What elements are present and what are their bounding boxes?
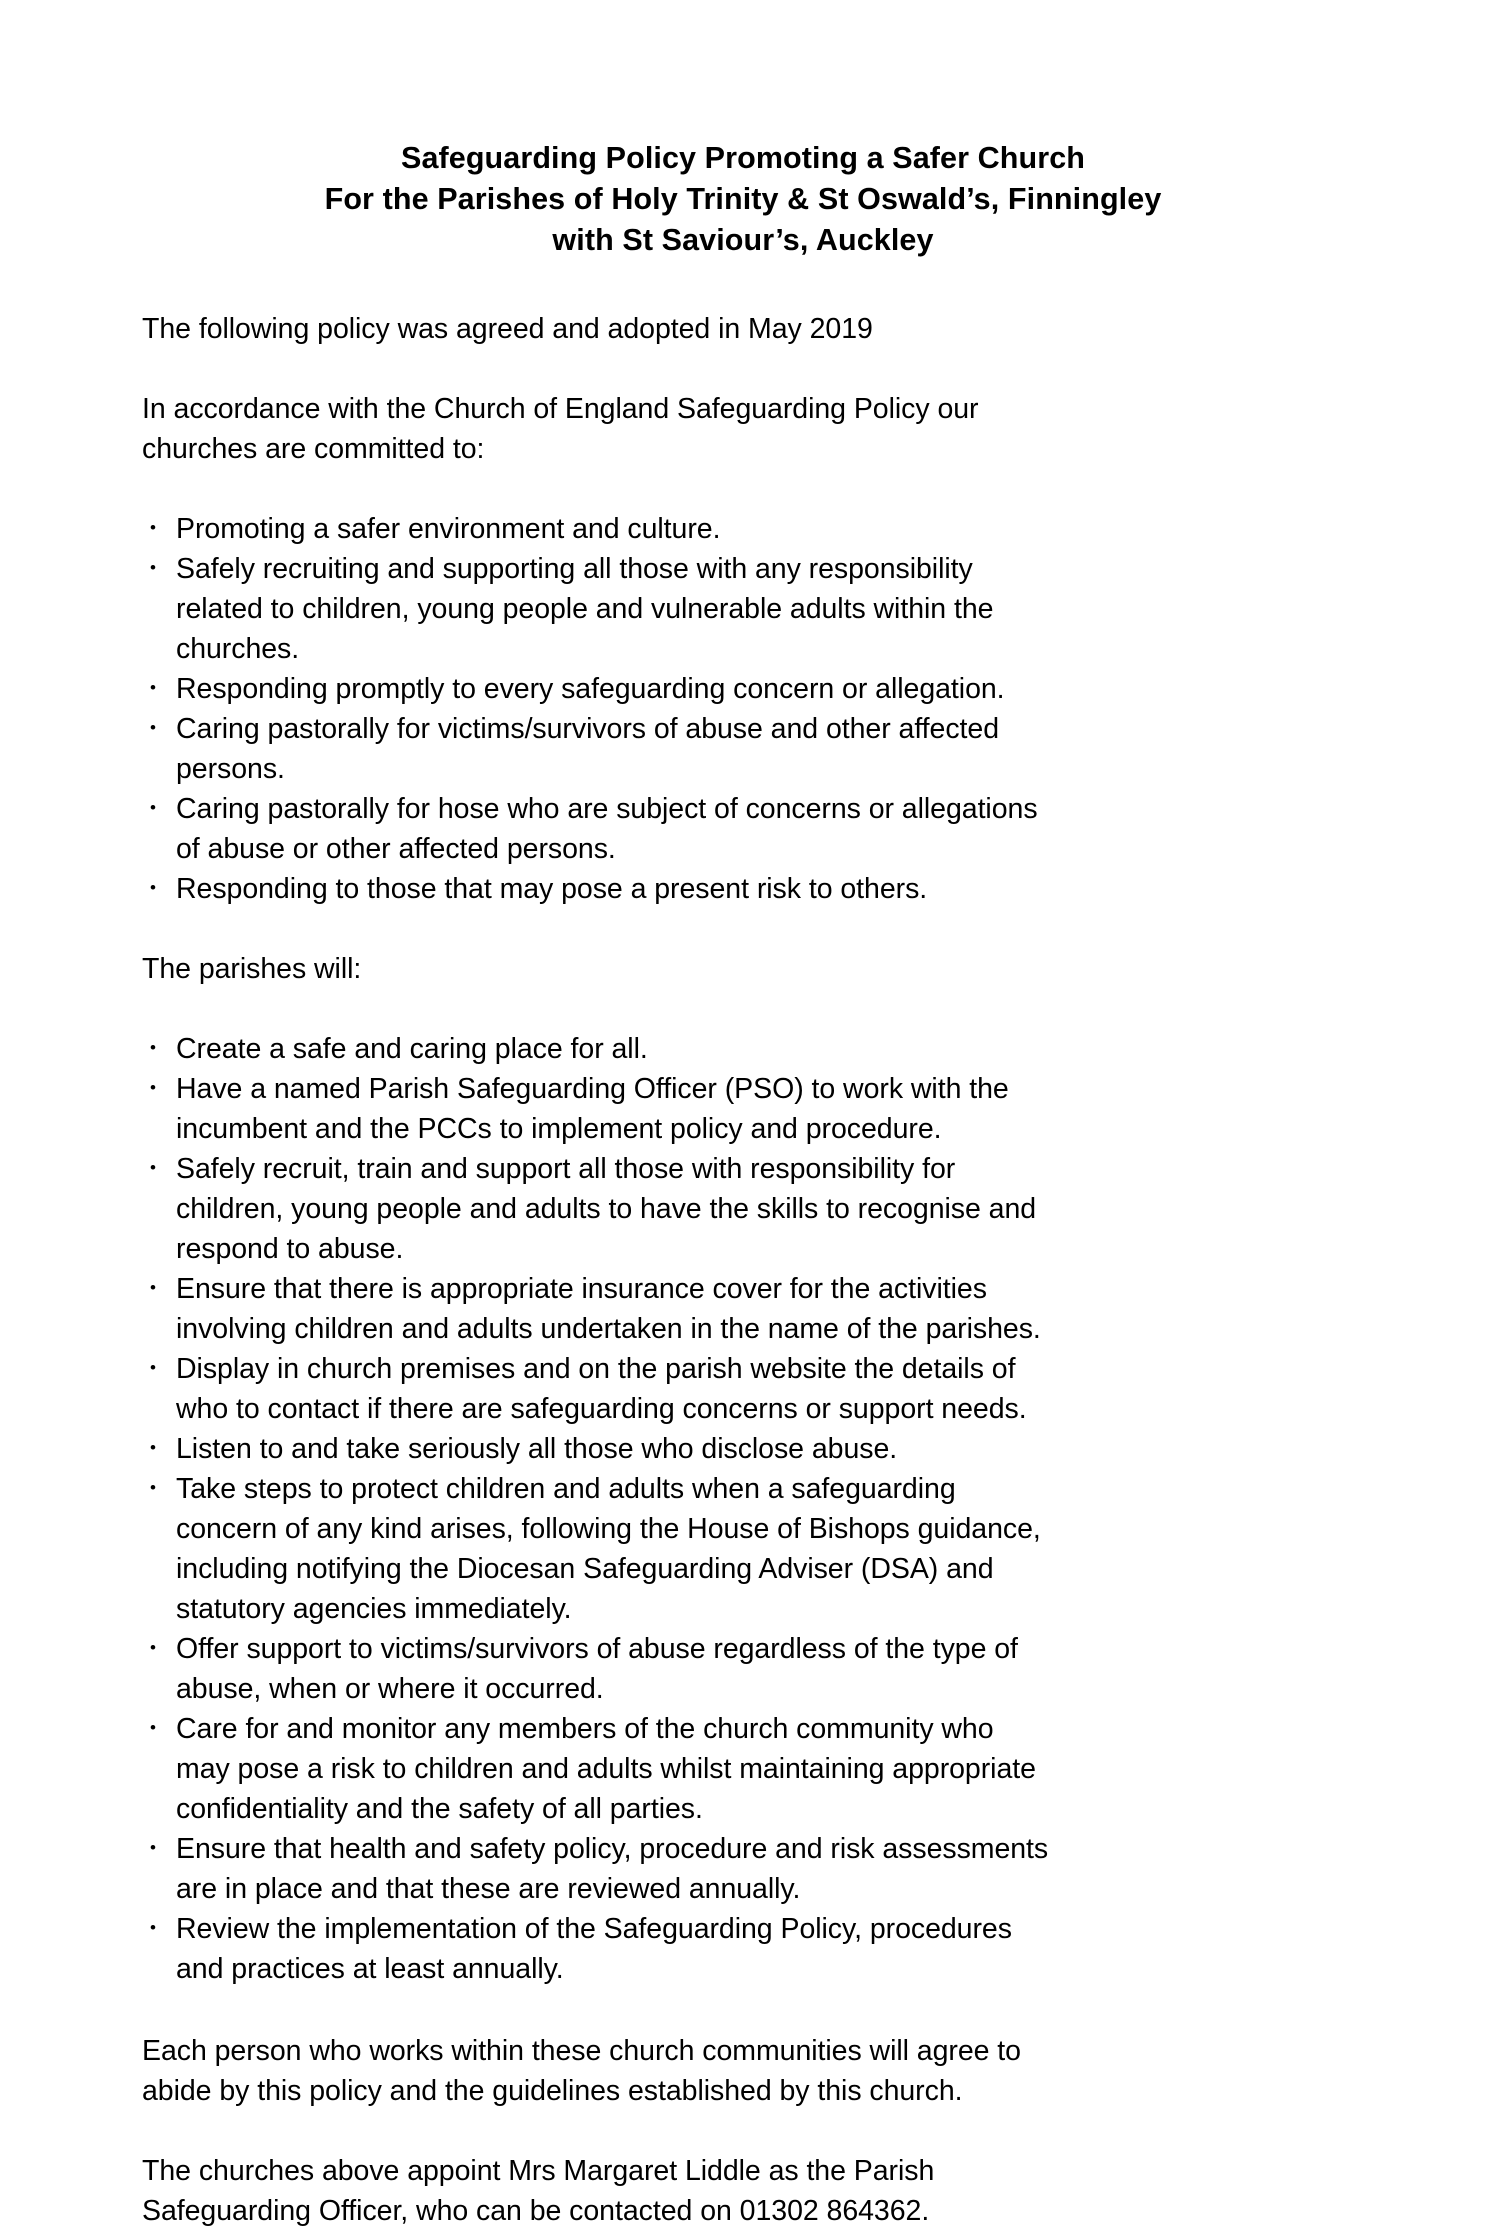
list-item: • Offer support to victims/survivors of abuse regardless of the type of abuse, when or where it occurred. (142, 1629, 1054, 1709)
spacer (142, 1989, 1352, 2031)
page-title (142, 138, 1352, 261)
spacer (142, 2111, 1352, 2151)
commitment-lead-paragraph: In accordance with the Church of England Safeguarding Policy our churches are committed to: (142, 393, 979, 465)
parishes-lead-paragraph: The parishes will: (142, 953, 362, 985)
list-item: • Take steps to protect children and adults when a safeguarding concern of any kind arises, following the House of Bishops guidance, including notifying the Diocesan Safeguarding Adviser (DSA) and statutory agencies immediately. (142, 1469, 1054, 1629)
list-item: • Ensure that health and safety policy, procedure and risk assessments are in place and that these are reviewed annually. (142, 1829, 1054, 1909)
intro-paragraph: The following policy was agreed and adopted in May 2019 (142, 313, 873, 345)
spacer (142, 989, 1352, 1029)
spacer (142, 271, 1352, 309)
parish-actions-list (142, 1029, 1054, 1989)
title-line-3: with St Saviour’s, Auckley (552, 223, 934, 257)
title-line-1: Safeguarding Policy Promoting a Safer Church (401, 141, 1085, 175)
commitments-list (142, 509, 1054, 909)
list-item: • Listen to and take seriously all those who disclose abuse. (142, 1429, 1054, 1469)
title-line-2: For the Parishes of Holy Trinity & St Oswald’s, Finningley (324, 182, 1162, 216)
spacer (142, 909, 1352, 949)
spacer (142, 349, 1352, 389)
list-item: • Care for and monitor any members of the church community who may pose a risk to children and adults whilst maintaining appropriate confidentiality and the safety of all parties. (142, 1709, 1054, 1829)
list-item: • Promoting a safer environment and culture. (142, 509, 1054, 549)
list-item: • Create a safe and caring place for all. (142, 1029, 1054, 1069)
closing-paragraph: Each person who works within these church communities will agree to abide by this policy and the guidelines established by this church. (142, 2035, 1021, 2107)
list-item: • Responding promptly to every safeguarding concern or allegation. (142, 669, 1054, 709)
contact-paragraph: The churches above appoint Mrs Margaret Liddle as the Parish Safeguarding Officer, who can be contacted on 01302 864362. (142, 2155, 935, 2227)
list-item: • Caring pastorally for victims/survivors of abuse and other affected persons. (142, 709, 1054, 789)
list-item: • Responding to those that may pose a present risk to others. (142, 869, 1054, 909)
list-item: • Have a named Parish Safeguarding Officer (PSO) to work with the incumbent and the PCCs to implement policy and procedure. (142, 1069, 1054, 1149)
list-item: • Safely recruiting and supporting all those with any responsibility related to children, young people and vulnerable adults within the churches. (142, 549, 1054, 669)
list-item: • Ensure that there is appropriate insurance cover for the activities involving children and adults undertaken in the name of the parishes. (142, 1269, 1054, 1349)
list-item: • Display in church premises and on the parish website the details of who to contact if there are safeguarding concerns or support needs. (142, 1349, 1054, 1429)
spacer (142, 469, 1352, 509)
list-item: • Review the implementation of the Safeguarding Policy, procedures and practices at least annually. (142, 1909, 1054, 1989)
list-item: • Caring pastorally for hose who are subject of concerns or allegations of abuse or other affected persons. (142, 789, 1054, 869)
list-item: • Safely recruit, train and support all those with responsibility for children, young people and adults to have the skills to recognise and respond to abuse. (142, 1149, 1054, 1269)
